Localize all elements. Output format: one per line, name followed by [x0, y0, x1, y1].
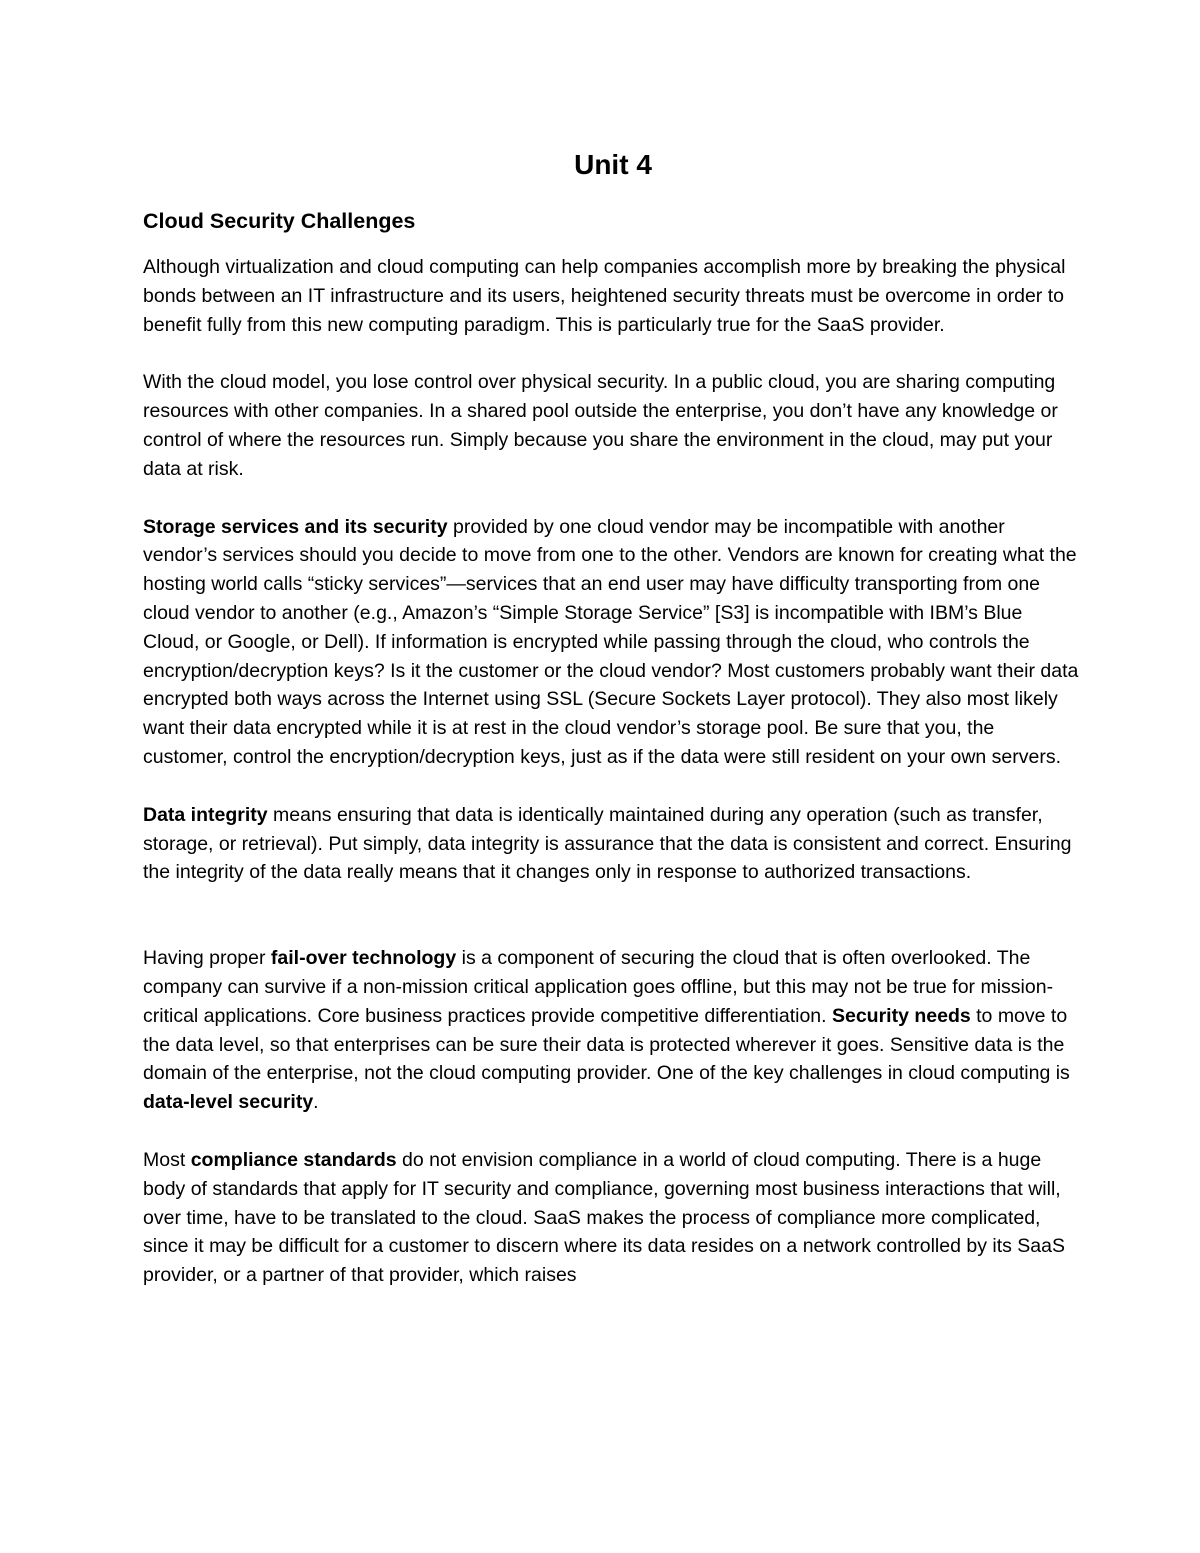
term-security-needs: Security needs [831, 1004, 971, 1027]
paragraph-fail-over-text-c: to move to the data level, so that enterprises can be sure their data is protected wherever it goes. Sensitive data is the domain of the enterprise, not the cloud computing provider. One of the key challenges in cloud computing is [143, 1004, 1070, 1085]
paragraph-fail-over-text-a: Having proper [143, 947, 271, 970]
paragraph-fail-over-text-d: . [313, 1091, 319, 1114]
paragraph-data-integrity [143, 801, 1083, 887]
section-heading: Cloud Security Challenges [143, 209, 416, 233]
paragraph-fail-over [143, 944, 1083, 1117]
paragraph-storage-services-text: provided by one cloud vendor may be incompatible with another vendor’s services should you decide to move from one to the other. Vendors are known for creating what the hosting world calls “sticky services”—services that an end user may have difficulty transporting from one cloud vendor to another (e.g., Amazon’s “Simple Storage Service” [S3] is incompatible with IBM’s Blue Cloud, or Google, or Dell). If information is encrypted while passing through the cloud, who controls the encryption/decryption keys? Is it the customer or the cloud vendor? Most customers probably want their data encrypted both ways across the Internet using SSL (Secure Sockets Layer protocol). They also most likely want their data encrypted while it is at rest in the cloud vendor’s storage pool. Be sure that you, the customer, control the encryption/decryption keys, just as if the data were still resident on your own servers. [143, 515, 1079, 768]
paragraph-physical-security: With the cloud model, you lose control over physical security. In a public cloud, you are sharing computing resources with other companies. In a shared pool outside the enterprise, you don’t have any knowledge or control of where the resources run. Simply because you share the environment in the cloud, may put your data at risk. [143, 371, 1058, 480]
term-data-level-security: data-level security [143, 1091, 314, 1114]
paragraph-data-integrity-text: means ensuring that data is identically maintained during any operation (such as transfer, storage, or retrieval). Put simply, data integrity is assurance that the data is consistent and correct. Ensuring the integrity of the data really means that it changes only in response to authorized transactions. [143, 803, 1072, 884]
paragraph-fail-over-text-b: is a component of securing the cloud that is often overlooked. The company can survive if a non-mission critical application goes offline, but this may not be true for mission-critical applications. Core business practices provide competitive differentiation. [143, 947, 1054, 1027]
paragraph-compliance-text-b: do not envision compliance in a world of cloud computing. There is a huge body of standards that apply for IT security and compliance, governing most business interactions that will, over time, have to be translated to the cloud. SaaS makes the process of compliance more complicated, since it may be difficult for a customer to discern where its data resides on a network controlled by its SaaS provider, or a partner of that provider, which raises [143, 1148, 1065, 1287]
unit-title: Unit 4 [574, 149, 652, 180]
term-compliance-standards: compliance standards [190, 1148, 397, 1171]
paragraph-intro: Although virtualization and cloud computing can help companies accomplish more by breaking the physical bonds between an IT infrastructure and its users, heightened security threats must be overcome in order to benefit fully from this new computing paradigm. This is particularly true for the SaaS provider. [143, 256, 1066, 336]
term-fail-over-technology: fail-over technology [270, 947, 457, 970]
paragraph-compliance-text-a: Most [143, 1148, 191, 1171]
document-page [143, 140, 1083, 1290]
term-storage-services: Storage services and its security [143, 515, 448, 538]
term-data-integrity: Data integrity [143, 803, 268, 826]
paragraph-storage-services [143, 513, 1083, 772]
paragraph-compliance [143, 1146, 1083, 1290]
